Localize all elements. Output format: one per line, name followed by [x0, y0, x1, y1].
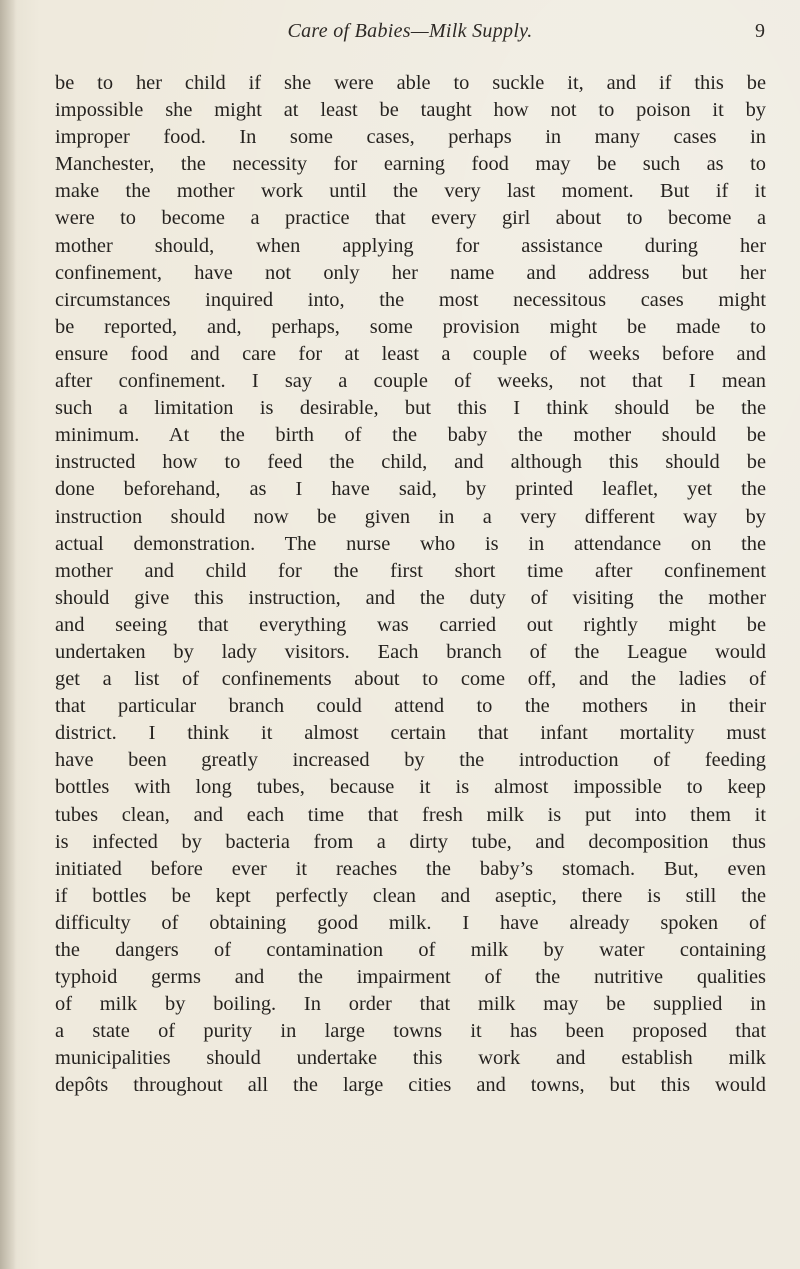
text-line: have been greatly increased by the introduction of feeding	[55, 749, 766, 772]
text-line: if bottles be kept perfectly clean and aseptic, there is still the	[55, 884, 766, 907]
text-line: municipalities should undertake this work and establish milk	[55, 1047, 766, 1070]
text-line: Manchester, the necessity for earning food may be such as to	[55, 153, 766, 176]
text-line: confinement, have not only her name and address but her	[55, 261, 766, 284]
text-line: be to her child if she were able to suckle it, and if this be	[55, 72, 766, 94]
text-line: mother and child for the first short time after confinement	[55, 559, 766, 582]
text-line: bottles with long tubes, because it is almost impossible to keep	[55, 776, 766, 799]
text-line: is infected by bacteria from a dirty tube, and decomposition thus	[55, 830, 766, 853]
text-line: impossible she might at least be taught how not to poison it by	[55, 99, 766, 122]
text-line: instructed how to feed the child, and although this should be	[55, 451, 766, 474]
text-line: should give this instruction, and the duty of visiting the mother	[55, 586, 766, 609]
text-line: the dangers of contamination of milk by water containing	[55, 939, 766, 961]
text-line: minimum. At the birth of the baby the mother should be	[55, 424, 766, 447]
running-title: Care of Babies—Milk Supply.	[287, 20, 533, 42]
text-line: were to become a practice that every girl about to become a	[55, 207, 766, 230]
text-line: such a limitation is desirable, but this I think should be the	[55, 397, 766, 420]
text-line: ensure food and care for at least a couple of weeks before and	[55, 342, 766, 365]
running-head	[55, 20, 765, 50]
text-line: make the mother work until the very last moment. But if it	[55, 180, 766, 203]
text-line: get a list of confinements about to come off, and the ladies of	[55, 668, 766, 691]
text-line: a state of purity in large towns it has been proposed that	[55, 1020, 766, 1043]
text-line: tubes clean, and each time that fresh milk is put into them it	[55, 803, 766, 826]
text-line: actual demonstration. The nurse who is in attendance on the	[55, 532, 766, 555]
text-line: that particular branch could attend to the mothers in their	[55, 695, 766, 718]
body-paragraph	[55, 70, 766, 1100]
page-number: 9	[755, 20, 765, 42]
text-line: done beforehand, as I have said, by printed leaflet, yet the	[55, 478, 766, 501]
text-line: improper food. In some cases, perhaps in many cases in	[55, 126, 766, 149]
text-line: district. I think it almost certain that infant mortality must	[55, 722, 766, 745]
text-line: after confinement. I say a couple of weeks, not that I mean	[55, 370, 766, 393]
text-line: and seeing that everything was carried out rightly might be	[55, 613, 766, 636]
text-line: typhoid germs and the impairment of the nutritive qualities	[55, 966, 766, 989]
text-line: initiated before ever it reaches the baby’s stomach. But, even	[55, 857, 766, 880]
page-spine-shadow	[0, 0, 16, 1269]
text-line: of milk by boiling. In order that milk may be supplied in	[55, 993, 766, 1016]
text-line: undertaken by lady visitors. Each branch of the League would	[55, 640, 766, 663]
text-line: be reported, and, perhaps, some provision might be made to	[55, 315, 766, 338]
text-line: depôts throughout all the large cities and towns, but this would	[55, 1074, 766, 1097]
text-line: mother should, when applying for assistance during her	[55, 234, 766, 257]
text-line: circumstances inquired into, the most necessitous cases might	[55, 288, 766, 311]
text-line: instruction should now be given in a very different way by	[55, 505, 766, 528]
text-line: difficulty of obtaining good milk. I have already spoken of	[55, 911, 766, 934]
